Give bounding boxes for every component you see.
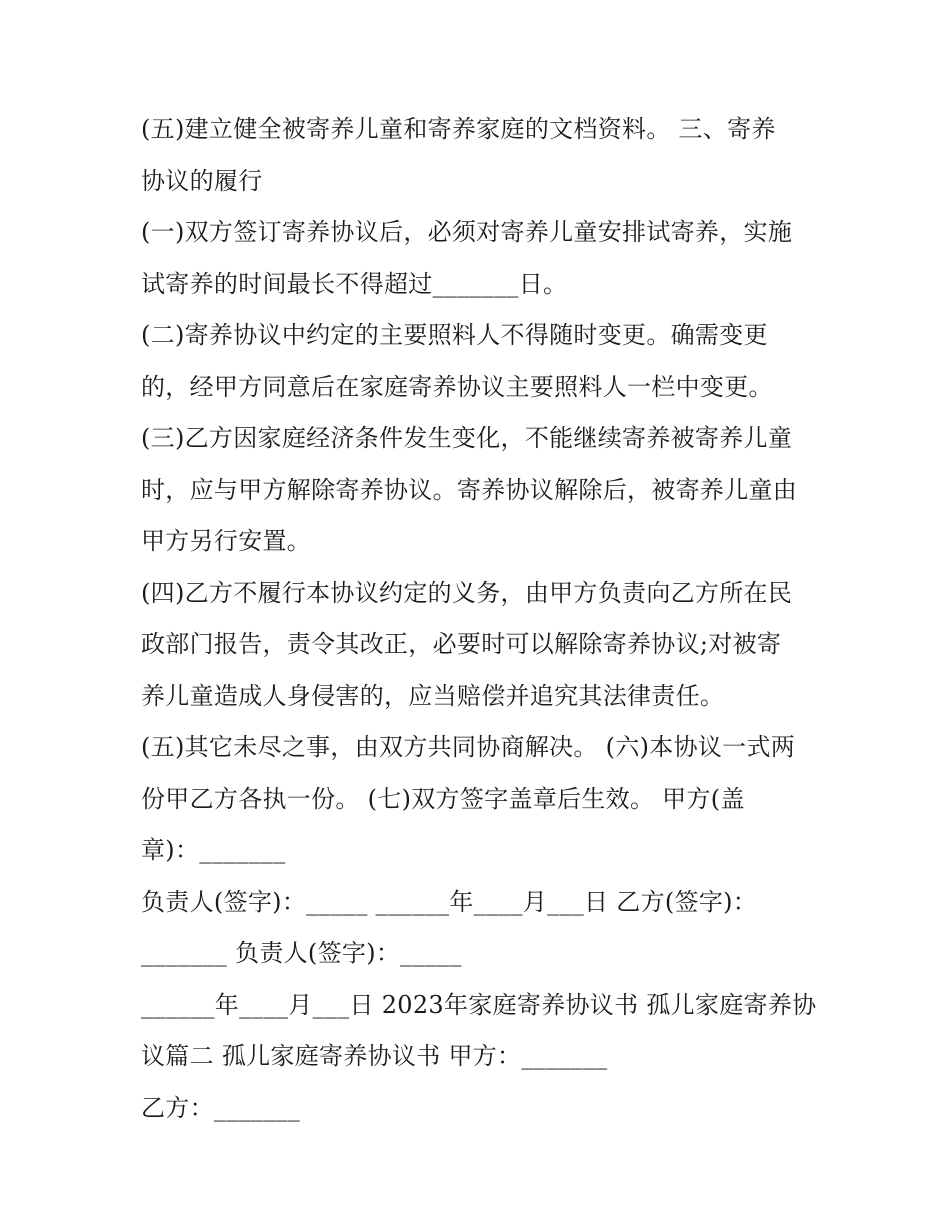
document-body bbox=[141, 104, 831, 1134]
text-line: (二)寄养协议中约定的主要照料人不得随时变更。确需变更 bbox=[141, 321, 768, 349]
text-line: 协议的履行 bbox=[141, 166, 263, 195]
text-line: 甲方另行安置。 bbox=[141, 527, 312, 555]
text-line: 政部门报告，责令其改正，必要时可以解除寄养协议;对被寄 bbox=[141, 630, 782, 658]
text-line: 时，应与甲方解除寄养协议。寄养协议解除后，被寄养儿童由 bbox=[141, 475, 798, 504]
text-line: 试寄养的时间最长不得超过_______日。 bbox=[141, 269, 568, 298]
text-line: 养儿童造成人身侵害的，应当赔偿并追究其法律责任。 bbox=[141, 681, 725, 710]
text-line: (五)其它未尽之事，由双方共同协商解决。 (六)本协议一式两 bbox=[141, 733, 796, 761]
text-line: (一)双方签订寄养协议后，必须对寄养儿童安排试寄养，实施 bbox=[141, 218, 793, 246]
text-line: 议篇二 孤儿家庭寄养协议书 甲方：_______ bbox=[141, 1042, 608, 1070]
text-line: _______ 负责人(签字)：_____ bbox=[141, 939, 462, 967]
text-line: 章)：_______ bbox=[141, 836, 286, 864]
text-line: 负责人(签字)：_____ ______年____月___日 乙方(签字)： bbox=[141, 887, 758, 916]
text-line: 乙方：_______ bbox=[141, 1093, 300, 1122]
text-line: (四)乙方不履行本协议约定的义务，由甲方负责向乙方所在民 bbox=[141, 578, 793, 607]
text-line: ______年____月___日 2023年家庭寄养协议书 孤儿家庭寄养协 bbox=[141, 990, 817, 1019]
text-line: 份甲乙方各执一份。 (七)双方签字盖章后生效。 甲方(盖 bbox=[141, 784, 745, 813]
text-line: 的，经甲方同意后在家庭寄养协议主要照料人一栏中变更。 bbox=[141, 372, 773, 401]
text-line: (三)乙方因家庭经济条件发生变化，不能继续寄养被寄养儿童 bbox=[141, 424, 793, 452]
text-line: (五)建立健全被寄养儿童和寄养家庭的文档资料。 三、寄养 bbox=[141, 115, 776, 143]
